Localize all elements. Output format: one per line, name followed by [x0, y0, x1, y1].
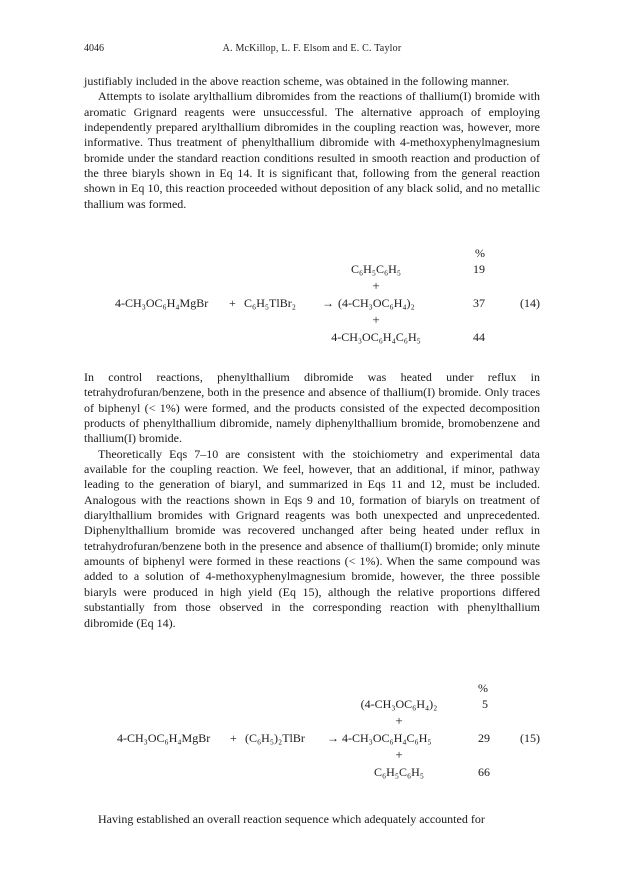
plus-sign: + — [229, 296, 236, 310]
yield-value: 44 — [473, 330, 485, 344]
yield-value: 37 — [473, 296, 485, 310]
product-bottom: C₆H₅C₆H₅ — [373, 765, 425, 779]
reactant-thallium: C₆H₅TlBr₂ — [244, 296, 296, 310]
yield-value: 5 — [482, 697, 488, 711]
running-head: A. McKillop, L. F. Elsom and E. C. Taylor — [222, 43, 402, 54]
text-block-3 — [84, 812, 540, 827]
product-mid: 4-CH₃OC₆H₄C₆H₅ — [342, 731, 432, 745]
reaction-arrow: → — [322, 296, 334, 310]
page-number: 4046 — [84, 43, 104, 54]
paragraph: justifiably included in the above reaction scheme, was obtained in the following manner. — [84, 74, 510, 88]
reactant-grignard: 4-CH₃OC₆H₄MgBr — [115, 296, 209, 310]
product-mid: (4-CH₃OC₆H₄)₂ — [338, 296, 415, 310]
plus-sign: + — [372, 278, 380, 293]
plus-sign: + — [372, 312, 380, 327]
product-bottom: 4-CH₃OC₆H₄C₆H₅ — [331, 330, 421, 344]
yield-value: 19 — [473, 262, 485, 276]
product-top: (4-CH₃OC₆H₄)₂ — [360, 697, 438, 711]
yield-value: 29 — [478, 731, 490, 745]
plus-sign: + — [395, 747, 403, 762]
text-block-1 — [84, 74, 540, 212]
paragraph: Having established an overall reaction sequence which adequately accounted for — [98, 812, 485, 826]
percent-header: % — [475, 246, 485, 260]
reactant-grignard: 4-CH₃OC₆H₄MgBr — [117, 731, 211, 745]
text-block-2 — [84, 370, 540, 631]
paragraph: Theoretically Eqs 7–10 are consistent with the stoichiometry and experimental data available for the coupling reaction. We feel, however, that an additional, if minor, pathway leading to the generation of biaryl, and summarized in Eqs 11 and 12, must be included. Analogous with the reactions shown in Eqs 9 and 10, formation of biaryls on treatment of diarylthallium bromides with Grignard reagents was both unexpected and unprecedented. Diphenylthallium bromide was recovered unchanged after being heated under reflux in tetrahydrofuran/benzene both in the presence and absence of thallium(I) bromide; only minute amounts of biphenyl were formed in these reactions (< 1%). When the same compound was added to a solution of 4-methoxyphenylmagnesium bromide, however, the three possible biaryls were produced in high yield (Eq 15), although the relative proportions differed substantially from those observed in the corresponding reaction with phenylthallium dibromide (Eq 14). — [84, 446, 540, 630]
paragraph: In control reactions, phenylthallium dibromide was heated under reflux in tetrahydrofuran/benzene, both in the presence and absence of thallium(I) bromide. Only traces of biphenyl (< 1%) were formed, and the products consisted of the expected decomposition products of phenylthallium dibromide, namely diphenylthallium bromide, bromobenzene and thallium(I) bromide. — [84, 370, 540, 446]
reaction-arrow: → — [327, 731, 339, 745]
page-header — [84, 43, 540, 57]
reactant-thallium: (C₆H₅)₂TlBr — [245, 731, 305, 745]
equation-number: (14) — [520, 296, 540, 310]
yield-value: 66 — [478, 765, 490, 779]
equation-number: (15) — [520, 731, 540, 745]
plus-sign: + — [395, 713, 403, 728]
plus-sign: + — [230, 731, 237, 745]
paragraph: Attempts to isolate arylthallium dibromides from the reactions of thallium(I) bromide with aromatic Grignard reagents were unsuccessful. The alternative approach of employing independently prepared arylthallium dibromides in the coupling reaction was, however, more informative. Thus treatment of phenylthallium dibromide with 4-methoxyphenylmagnesium bromide under the standard reaction conditions resulted in smooth reaction and production of the three biaryls shown in Eq 14. It is significant that, following from the general reaction shown in Eq 10, this reaction proceeded without deposition of any black solid, and no metallic thallium was formed. — [84, 89, 540, 211]
percent-header: % — [478, 681, 488, 695]
product-top: C₆H₅C₆H₅ — [350, 262, 402, 276]
